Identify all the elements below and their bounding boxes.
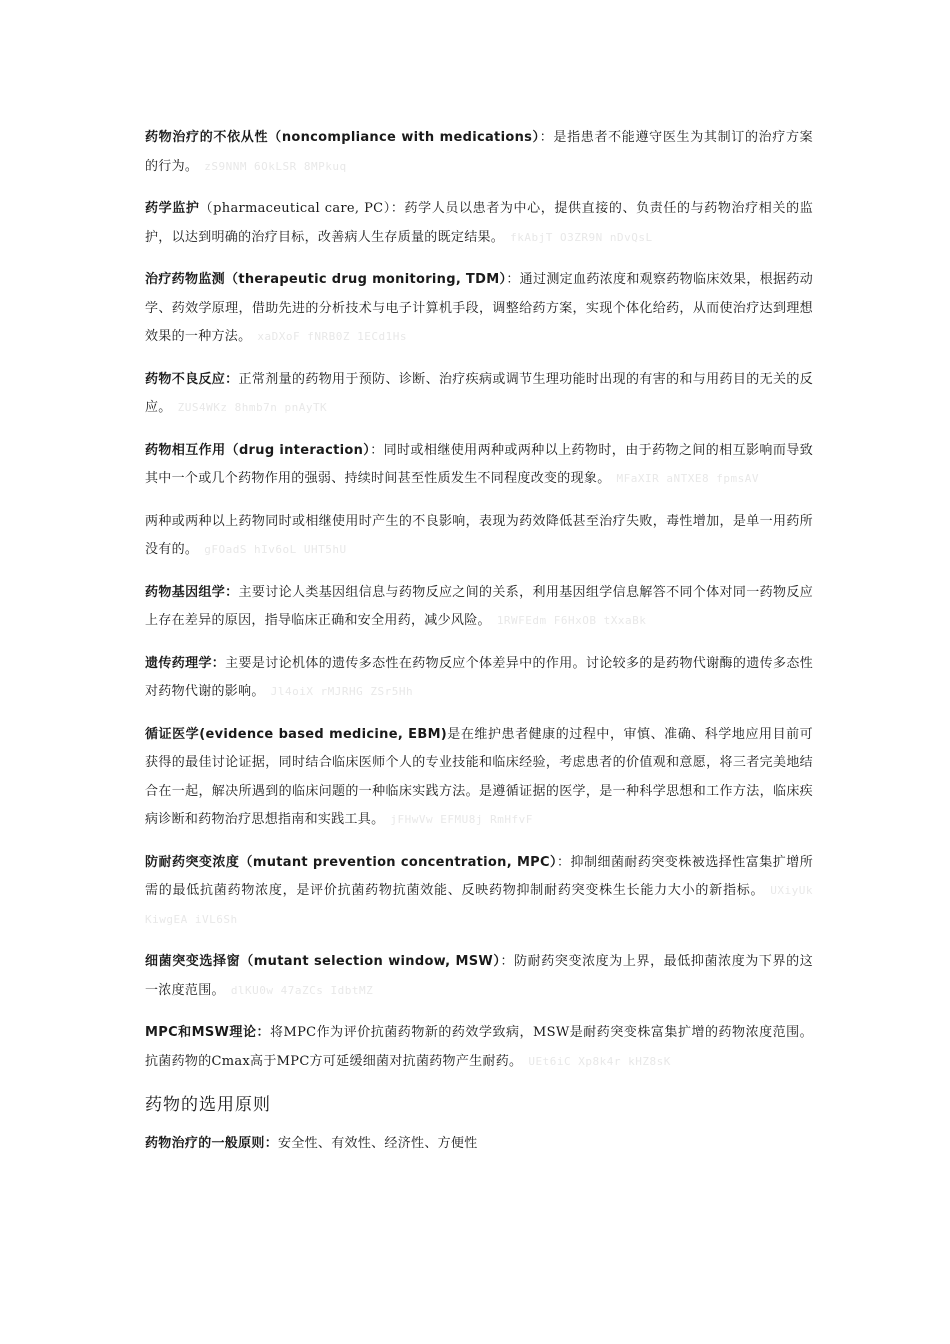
definition: 主要是讨论机体的遗传多态性在药物反应个体差异中的作用。讨论较多的是药物代谢酶的遗传多态性对药物代谢的影响。 — [145, 655, 813, 699]
watermark-code: zS9NNM 6OkLSR 8MPkuq — [204, 159, 347, 173]
document-page — [145, 124, 813, 1173]
definition-paragraph — [145, 650, 813, 707]
definition-paragraph — [145, 195, 813, 252]
definition: 安全性、有效性、经济性、方便性 — [278, 1136, 478, 1151]
definition-paragraph — [145, 948, 813, 1005]
definition-paragraph — [145, 366, 813, 423]
definition-paragraph — [145, 508, 813, 565]
term: 细菌突变选择窗（mutant selection window, MSW） — [145, 954, 501, 969]
watermark-code: UEt6iC Xp8k4r kHZ8sK — [528, 1054, 671, 1068]
term: 遗传药理学： — [145, 655, 226, 671]
definition-paragraph — [145, 266, 813, 352]
definition: ：防耐药突变浓度为上界，最低抑菌浓度为下界的这一浓度范围。 — [145, 954, 813, 998]
term: 防耐药突变浓度（mutant prevention concentration, MPC） — [145, 854, 558, 870]
definition-paragraph — [145, 579, 813, 636]
term: 循证医学(evidence based medicine, EBM) — [145, 726, 448, 742]
definition: 是在维护患者健康的过程中，审慎、准确、科学地应用目前可获得的最佳讨论证据，同时结合临床医师个人的专业技能和临床经验，考虑患者的价值观和意愿，将三者完美地结合在一起，解决所遇到的临床问题的一种临床实践方法。是遵循证据的医学，是一种科学思想和工作方法，临床疾病诊断和药物治疗思想指南和实践工具。 — [145, 726, 813, 827]
definition-paragraph — [145, 124, 813, 181]
watermark-code: 1RWFEdm F6HxOB tXxaBk — [496, 614, 647, 627]
watermark-code: gFOadS hIv6oL UHT5hU — [204, 543, 347, 556]
term: 药物治疗的一般原则： — [145, 1136, 279, 1151]
watermark-code: dlKU0w 47aZCs IdbtMZ — [230, 983, 374, 997]
watermark-code: Jl4oiX rMJRHG ZSr5Hh — [270, 685, 414, 698]
term: 药物基因组学： — [145, 584, 239, 600]
term: 药物相互作用（drug interaction） — [145, 442, 371, 458]
watermark-code: fkAbjT O3ZR9N nDvQsL — [510, 230, 653, 244]
definition-paragraph — [145, 721, 813, 835]
definition: （pharmaceutical care, PC）：药学人员以患者为中心，提供直接的、负责任的与药物治疗相关的监护，以达到明确的治疗目标，改善病人生存质量的既定结果。 — [145, 201, 813, 245]
definition: 正常剂量的药物用于预防、诊断、治疗疾病或调节生理功能时出现的有害的和与用药目的无关的反应。 — [145, 371, 813, 415]
watermark-code: MFaXIR aNTXE8 fpmsAV — [616, 472, 759, 485]
definition: ：抑制细菌耐药突变株被选择性富集扩增所需的最低抗菌药物浓度，是评价抗菌药物抗菌效能、反映药物抑制耐药突变株生长能力大小的新指标。 — [145, 854, 814, 898]
definition: 将MPC作为评价抗菌药物新的药效学致病，MSW是耐药突变株富集扩增的药物浓度范围。抗菌药物的Cmax高于MPC方可延缓细菌对抗菌药物产生耐药。 — [145, 1025, 813, 1069]
definition-paragraph — [145, 1019, 813, 1076]
watermark-code: UXiyUk KiwgEA iVL6Sh — [145, 884, 813, 926]
term: MPC和MSW理论： — [145, 1025, 270, 1040]
term: 药物治疗的不依从性（noncompliance with medications） — [145, 130, 540, 145]
definition: ：通过测定血药浓度和观察药物临床效果，根据药动学、药效学原理，借助先进的分析技术与电子计算机手段，调整给药方案，实现个体化给药，从而使治疗达到理想效果的一种方法。 — [145, 272, 814, 344]
watermark-code: xaDXoF fNRB0Z 1ECd1Hs — [257, 330, 407, 343]
definition: 主要讨论人类基因组信息与药物反应之间的关系，利用基因组学信息解答不同个体对同一药物反应上存在差异的原因，指导临床正确和安全用药，减少风险。 — [145, 584, 813, 628]
watermark-code: jFHwVw EFMU8j RmHfvF — [390, 813, 533, 826]
term: 治疗药物监测（therapeutic drug monitoring, TDM） — [145, 272, 507, 287]
term: 药学监护 — [145, 201, 200, 216]
definition-paragraph — [145, 437, 813, 494]
definition: 两种或两种以上药物同时或相继使用时产生的不良影响，表现为药效降低甚至治疗失败，毒性增加，是单一用药所没有的。 — [145, 513, 813, 557]
definition-paragraph — [145, 849, 813, 935]
definition: ：是指患者不能遵守医生为其制订的治疗方案的行为。 — [145, 130, 813, 174]
definition-paragraph — [145, 1130, 813, 1159]
watermark-code: ZUS4WKz 8hmb7n pnAyTK — [177, 401, 328, 414]
term: 药物不良反应： — [145, 371, 239, 387]
definition: ：同时或相继使用两种或两种以上药物时，由于药物之间的相互影响而导致其中一个或几个药物作用的强弱、持续时间甚至性质发生不同程度改变的现象。 — [145, 442, 813, 486]
section-heading: 药物的选用原则 — [145, 1095, 271, 1115]
